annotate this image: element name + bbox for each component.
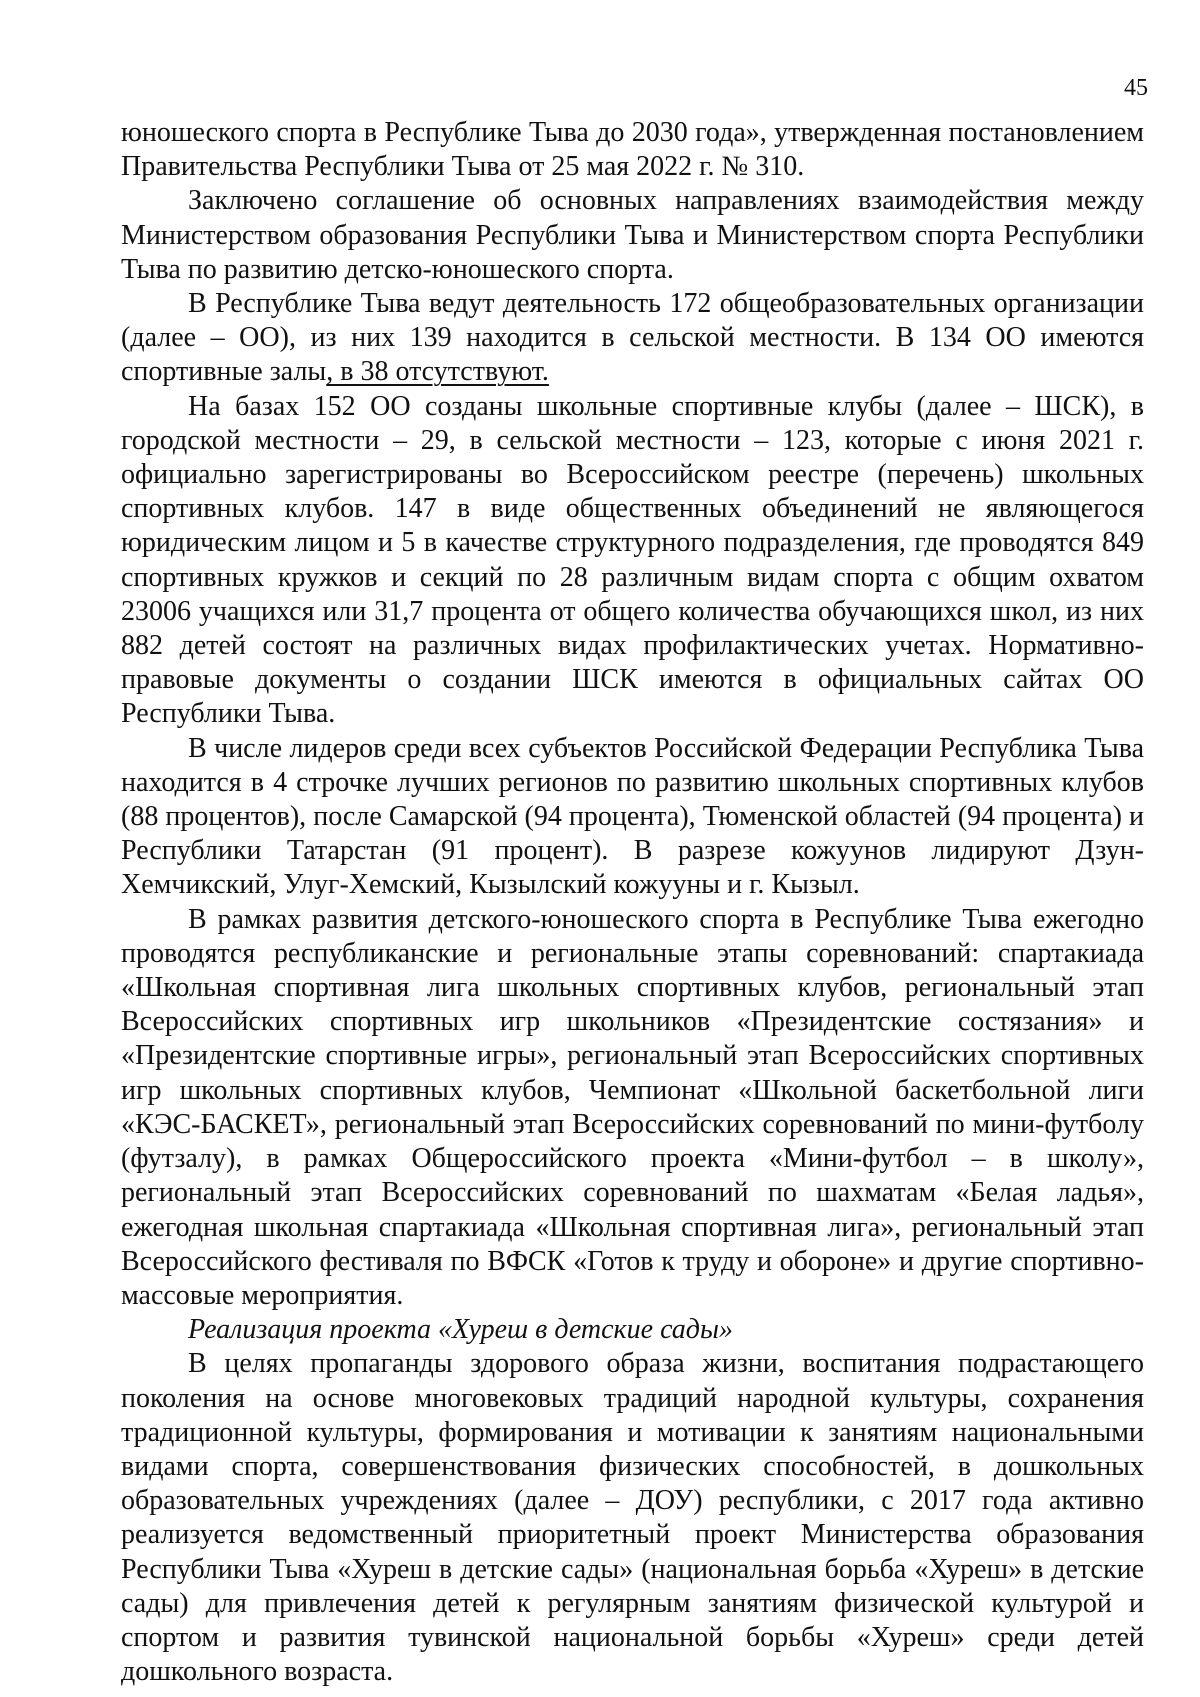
paragraph-leaders: В числе лидеров среди всех субъектов Российской Федерации Республика Тыва находится в 4 строчке лучших регионов по развитию школьных спортивных клубов (88 процентов), после Самарской (94 процента), Тюменской областей (94 процента) и Республики Татарстан (91 процент). В разрезе кожуунов лидируют Дзун-Хемчикский, Улуг-Хемский, Кызылский кожууны и г. Кызыл. (121, 732, 1144, 901)
underlined-phrase: , в 38 отсутствуют. (326, 356, 549, 388)
paragraph-agreement: Заключено соглашение об основных направлениях взаимодействия между Министерством образования Республики Тыва и Министерством спорта Республики Тыва по развитию детско-юношеского спорта. (121, 185, 1144, 285)
section-heading: Реализация проекта «Хуреш в детские сады» (188, 1314, 733, 1346)
body-text (121, 116, 1144, 1689)
page-number: 45 (1124, 75, 1148, 101)
paragraph-school-clubs: На базах 152 ОО созданы школьные спортивные клубы (далее – ШСК), в городской местности – 29, в сельской местности – 123, которые с июня 2021 г. официально зарегистрированы во Всероссийском реестре (перечень) школьных спортивных клубов. 147 в виде общественных объединений не являющегося юридическим лицом и 5 в качестве структурного подразделения, где проводятся 849 спортивных кружков и секций по 28 различным видам спорта с общим охватом 23006 учащихся или 31,7 процента от общего количества обучающихся школ, из них 882 детей состоят на различных видах профилактических учетах. Нормативно-правовые документы о создании ШСК имеются в официальных сайтах ОО Республики Тыва. (121, 390, 1144, 730)
paragraph-competitions: В рамках развития детского-юношеского спорта в Республике Тыва ежегодно проводятся республиканские и региональные этапы соревнований: спартакиада «Школьная спортивная лига школьных спортивных клубов, региональный этап Всероссийских спортивных игр школьников «Президентские состязания» и «Президентские спортивные игры», региональный этап Всероссийских спортивных игр школьных спортивных клубов, Чемпионат «Школьной баскетбольной лиги «КЭС-БАСКЕТ», региональный этап Всероссийских соревнований по мини-футболу (футзалу), в рамках Общероссийского проекта «Мини-футбол – в школу», региональный этап Всероссийских соревнований по шахматам «Белая ладья», ежегодная школьная спартакиада «Школьная спортивная лига», региональный этап Всероссийского фестиваля по ВФСК «Готов к труду и обороне» и другие спортивно-массовые мероприятия. (121, 903, 1144, 1311)
paragraph-organizations-main: В Республике Тыва ведут деятельность 172 общеобразовательных организации (далее – ОО), из них 139 находится в сельской местности. В 134 ОО имеются спортивные залы (121, 288, 1144, 388)
paragraph-khuresh-project: В целях пропаганды здорового образа жизни, воспитания подрастающего поколения на основе многовековых традиций народной культуры, сохранения традиционной культуры, формирования и мотивации к занятиям национальными видами спорта, совершенствования физических способностей, в дошкольных образовательных учреждениях (далее – ДОУ) республики, с 2017 года активно реализуется ведомственный приоритетный проект Министерства образования Республики Тыва «Хуреш в детские сады» (национальная борьба «Хуреш» в детские сады) для привлечения детей к регулярным занятиям физической культурой и спортом и развития тувинской национальной борьбы «Хуреш» среди детей дошкольного возраста. (121, 1348, 1144, 1688)
paragraph-continuation: юношеского спорта в Республике Тыва до 2030 года», утвержденная постановлением Правительства Республики Тыва от 25 мая 2022 г. № 310. (121, 117, 1144, 183)
paragraph-organizations (121, 287, 1144, 390)
